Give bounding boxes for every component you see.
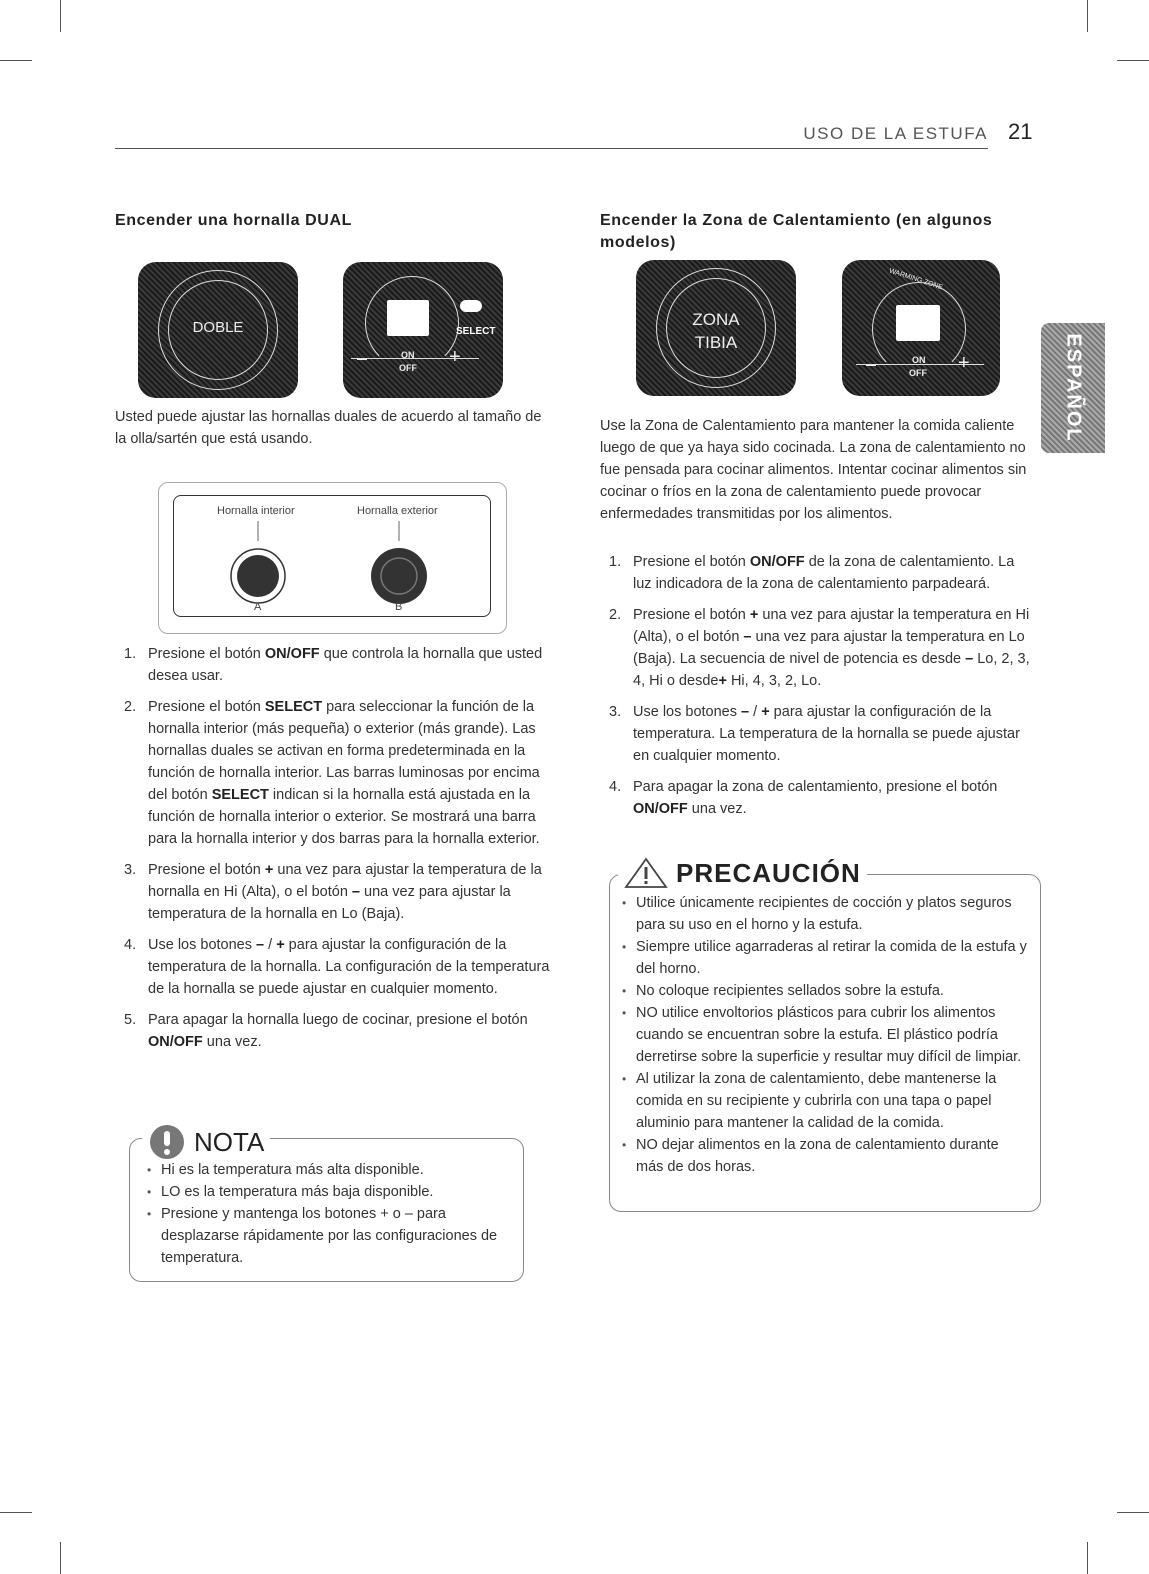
step-number: 4. bbox=[124, 937, 137, 953]
language-tab-label: ESPAÑOL bbox=[1062, 333, 1085, 443]
plus-label: + bbox=[958, 352, 970, 374]
bullet-item: • No coloque recipientes sellados sobre la estufa. bbox=[618, 980, 1028, 1002]
bullet-item: • NO dejar alimentos en la zona de calentamiento durante más de dos horas. bbox=[618, 1134, 1028, 1178]
step-number: 5. bbox=[124, 1012, 137, 1028]
zona-label: ZONA bbox=[692, 310, 740, 329]
dual-steps-list bbox=[115, 643, 553, 1053]
label-interior: Hornalla interior bbox=[217, 505, 295, 517]
label-exterior: Hornalla exterior bbox=[357, 505, 438, 517]
warming-steps bbox=[600, 551, 1032, 829]
step-text: Presione el botón + una vez para ajustar la temperatura de la hornalla en Hi (Alta), o el botón – una vez para ajustar la temperatura de la hornalla en Lo (Baja). bbox=[148, 862, 542, 922]
on-label: ON bbox=[912, 355, 926, 365]
language-tab bbox=[1041, 323, 1105, 453]
display-window bbox=[896, 305, 940, 341]
step-number: 4. bbox=[609, 779, 622, 795]
bullet-item: • Al utilizar la zona de calentamiento, debe mantenerse la comida en su recipiente y cubrirla con una tapa o papel aluminio para mantener la calidad de la comida. bbox=[618, 1068, 1028, 1134]
step-number: 2. bbox=[609, 607, 622, 623]
on-label: ON bbox=[401, 350, 415, 360]
select-label: SELECT bbox=[456, 326, 496, 337]
step-text: Presione el botón ON/OFF que controla la hornalla que usted desea usar. bbox=[148, 646, 543, 684]
step-text: Use los botones – / + para ajustar la configuración de la temperatura de la hornalla. La configuración de la temperatura de la hornalla se puede ajustar en cualquier momento. bbox=[148, 937, 550, 997]
crop-mark bbox=[60, 1542, 61, 1574]
crop-mark bbox=[1087, 0, 1088, 32]
step-item bbox=[600, 776, 1032, 820]
step-number: 1. bbox=[124, 646, 137, 662]
tibia-label: TIBIA bbox=[694, 333, 738, 352]
note-list bbox=[143, 1159, 513, 1269]
label-b: B bbox=[395, 601, 403, 613]
step-number: 2. bbox=[124, 699, 137, 715]
caution-title: PRECAUCIÓN bbox=[676, 857, 861, 888]
dual-intro: Usted puede ajustar las hornallas duales de acuerdo al tamaño de la olla/sartén que está usando. bbox=[115, 409, 542, 447]
interior-inner-burner bbox=[237, 555, 279, 597]
step-text: Presione el botón SELECT para seleccionar la función de la hornalla interior (más pequeña) o exterior (más grande). Las hornallas duales se activan en forma predeterminada en la función de hornalla interior. Las barras luminosas por encima del botón SELECT indican si la hornalla está ajustada en la función de hornalla interior o exterior. Se mostrará una barra para la hornalla interior y dos barras para la hornalla exterior. bbox=[148, 699, 540, 847]
crop-mark bbox=[60, 0, 61, 32]
step-item bbox=[115, 1009, 553, 1053]
bullet-item: • Utilice únicamente recipientes de cocción y platos seguros para su uso en el horno y la estufa. bbox=[618, 892, 1028, 936]
label-a: A bbox=[254, 601, 262, 613]
dual-control-panel-image bbox=[343, 262, 503, 398]
note-content bbox=[143, 1159, 513, 1269]
doble-label: DOBLE bbox=[192, 319, 244, 336]
note-icon bbox=[148, 1123, 186, 1161]
warming-intro: Use la Zona de Calentamiento para mantener la comida caliente luego de que ya haya sido cocinada. La zona de calentamiento no fue pensada para cocinar alimentos. Intentar cocinar alimentos sin cocinar o fríos en la zona de calentamiento puede provocar enfermedades transmitidas por los alimentos. bbox=[600, 418, 1027, 522]
crop-mark bbox=[0, 60, 32, 61]
step-text: Para apagar la zona de calentamiento, presione el botón ON/OFF una vez. bbox=[633, 779, 998, 817]
warming-zone-label: WARMING ZONE bbox=[888, 267, 944, 292]
page-number: 21 bbox=[1008, 119, 1033, 144]
dual-burner-panel-image bbox=[138, 262, 298, 398]
minus-label: – bbox=[866, 354, 877, 374]
burner-diagram bbox=[158, 482, 507, 634]
note-title: NOTA bbox=[194, 1126, 265, 1157]
bullet-item: • NO utilice envoltorios plásticos para cubrir los alimentos cuando se encuentran sobre la estufa. El plástico podría derretirse sobre la superficie y resultar muy difícil de limpiar. bbox=[618, 1002, 1028, 1068]
caution-list bbox=[618, 892, 1028, 1178]
crop-mark bbox=[0, 1512, 32, 1513]
caution-content bbox=[618, 892, 1028, 1178]
warming-control-panel-image bbox=[842, 260, 1000, 396]
off-label: OFF bbox=[399, 363, 417, 373]
burner-diagram-art bbox=[159, 483, 506, 633]
step-item bbox=[115, 859, 553, 925]
section-heading-warming: Encender la Zona de Calentamiento (en algunos modelos) bbox=[600, 212, 993, 251]
crop-mark bbox=[1117, 60, 1149, 61]
step-text: Presione el botón ON/OFF de la zona de calentamiento. La luz indicadora de la zona de calentamiento parpadeará. bbox=[633, 554, 1015, 592]
plus-label: + bbox=[449, 346, 461, 368]
step-number: 3. bbox=[609, 704, 622, 720]
bullet-item: • LO es la temperatura más baja disponible. bbox=[143, 1181, 513, 1203]
bullet-item: • Presione y mantenga los botones + o – para desplazarse rápidamente por las configuraciones de temperatura. bbox=[143, 1203, 513, 1269]
warning-triangle-icon bbox=[624, 856, 668, 890]
step-number: 3. bbox=[124, 862, 137, 878]
step-item bbox=[115, 934, 553, 1000]
minus-label: – bbox=[357, 348, 368, 368]
exterior-outer-burner bbox=[371, 548, 427, 604]
step-item bbox=[115, 643, 553, 687]
select-indicator-icon bbox=[460, 300, 482, 312]
warming-steps-list bbox=[600, 551, 1032, 820]
step-item bbox=[600, 551, 1032, 595]
step-text: Presione el botón + una vez para ajustar la temperatura en Hi (Alta), o el botón – una vez para ajustar la temperatura en Lo (Baja). La secuencia de nivel de potencia es desde – Lo, 2, 3, 4, Hi o desde+ Hi, 4, 3, 2, Lo. bbox=[633, 607, 1030, 689]
warming-zone-panel-image bbox=[636, 260, 796, 396]
section-heading-dual: Encender una hornalla DUAL bbox=[115, 212, 352, 229]
step-item bbox=[115, 696, 553, 850]
display-window bbox=[387, 300, 429, 336]
step-item bbox=[600, 604, 1032, 692]
step-text: Use los botones – / + para ajustar la configuración de la temperatura. La temperatura de la hornalla se puede ajustar en cualquier momento. bbox=[633, 704, 1020, 764]
caution-legend bbox=[618, 856, 867, 890]
crop-mark bbox=[1087, 1542, 1088, 1574]
crop-mark bbox=[1117, 1512, 1149, 1513]
running-head: USO DE LA ESTUFA bbox=[803, 124, 988, 143]
step-item bbox=[600, 701, 1032, 767]
off-label: OFF bbox=[909, 368, 927, 378]
step-text: Para apagar la hornalla luego de cocinar, presione el botón ON/OFF una vez. bbox=[148, 1012, 528, 1050]
step-number: 1. bbox=[609, 554, 622, 570]
dual-steps bbox=[115, 643, 553, 1062]
header-rule bbox=[115, 148, 988, 149]
note-legend bbox=[142, 1123, 270, 1161]
bullet-item: • Siempre utilice agarraderas al retirar la comida de la estufa y del horno. bbox=[618, 936, 1028, 980]
bullet-item: • Hi es la temperatura más alta disponible. bbox=[143, 1159, 513, 1181]
